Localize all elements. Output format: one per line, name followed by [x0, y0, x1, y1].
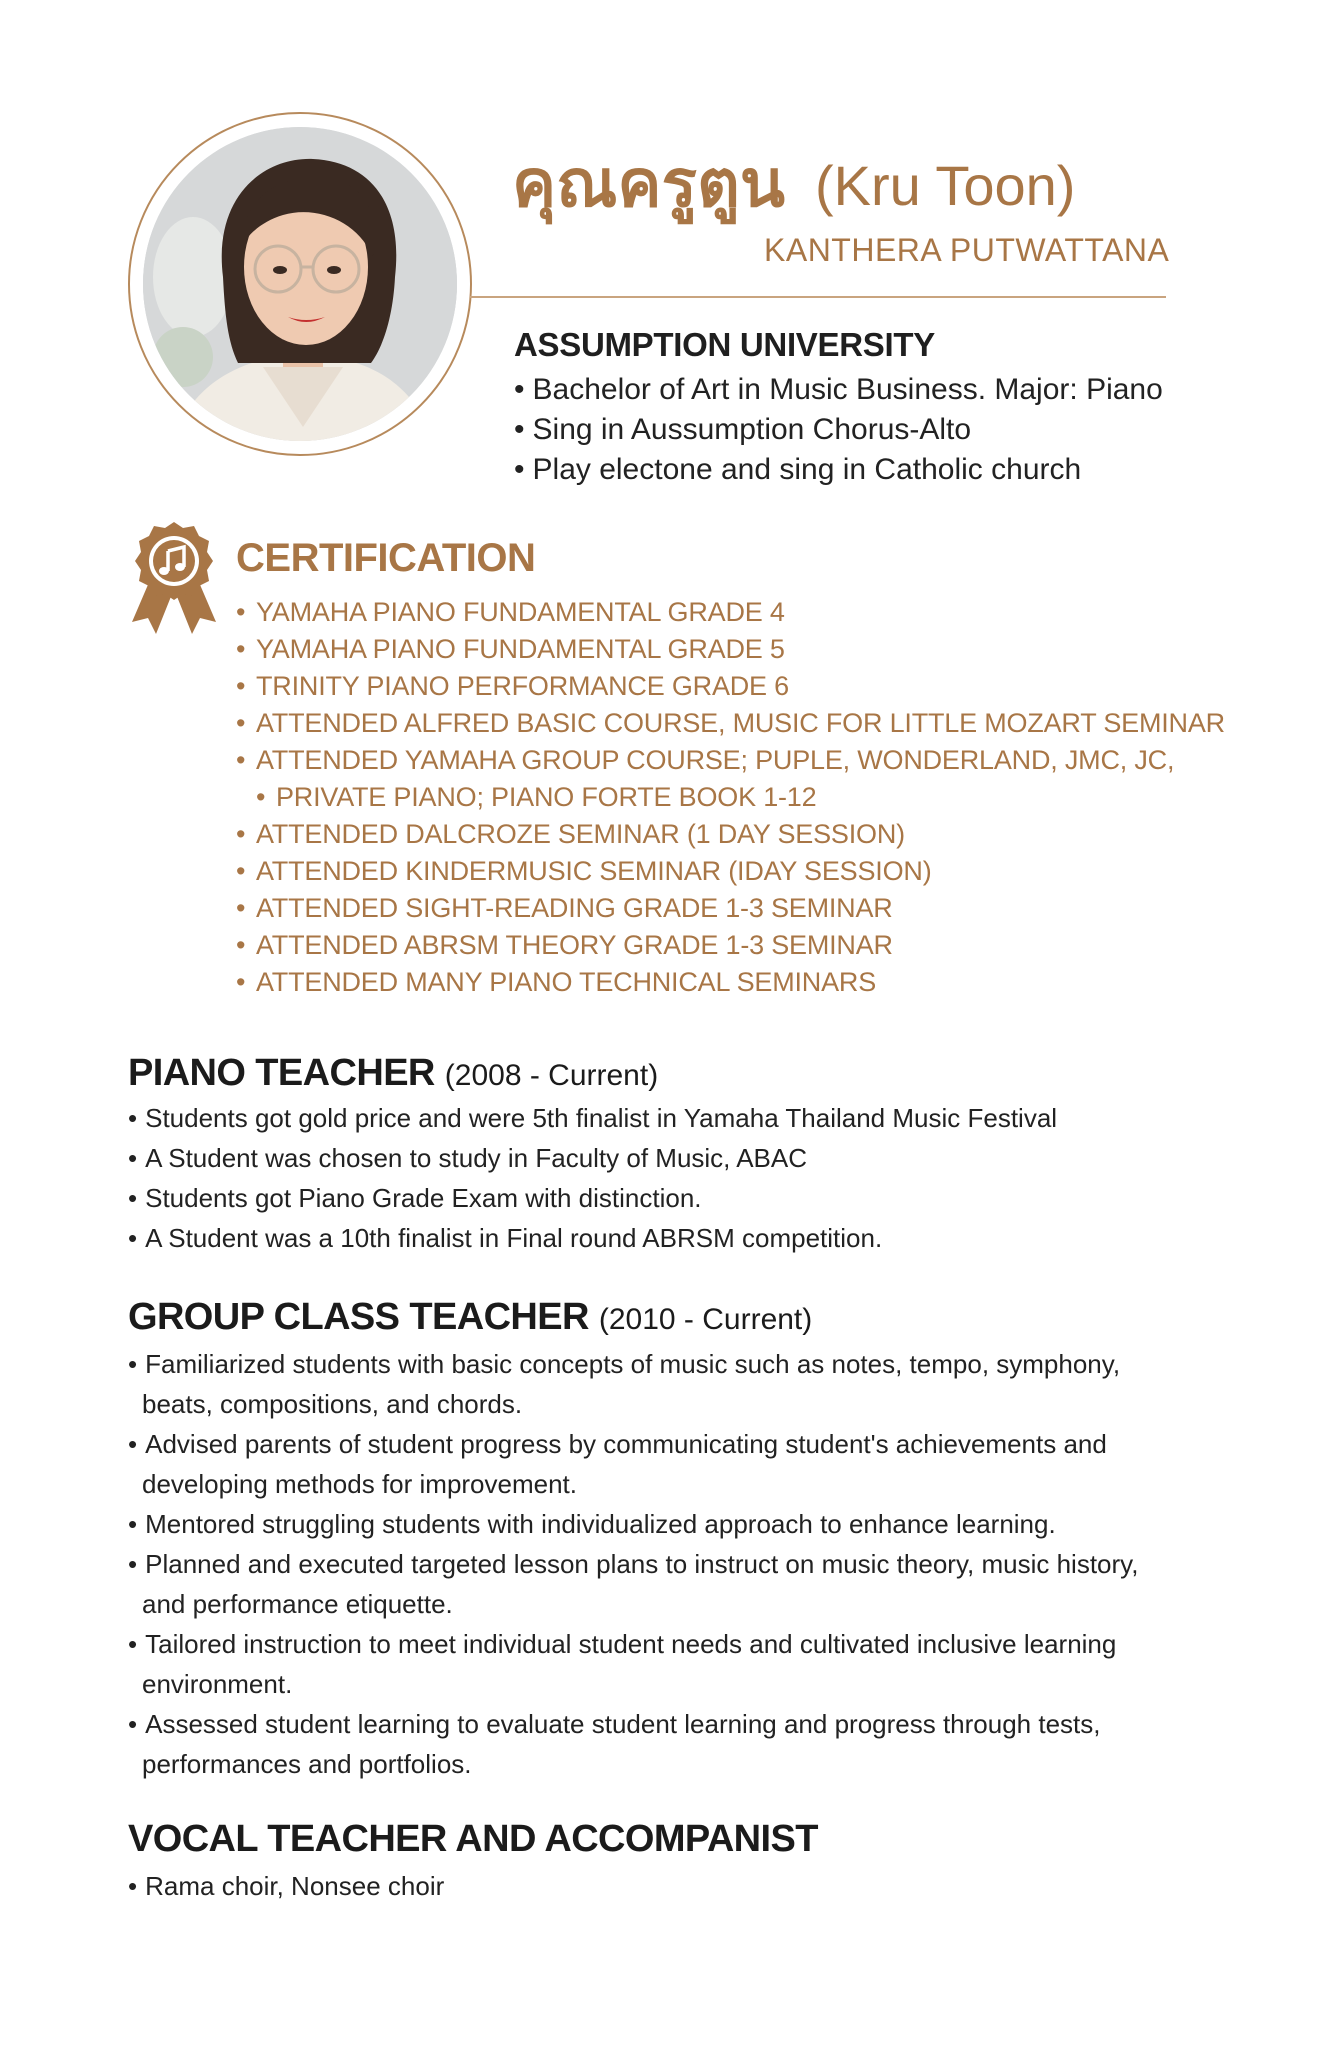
certification-item-continued-text: PRIVATE PIANO; PIANO FORTE BOOK 1-12 — [276, 782, 817, 812]
list-item: • A Student was chosen to study in Faculty of Music, ABAC — [128, 1138, 1057, 1178]
full-name: KANTHERA PUTWATTANA — [764, 232, 1170, 268]
list-item — [128, 1504, 1138, 1544]
list-item-text: Tailored instruction to meet individual student needs and cultivated inclusive learning — [145, 1629, 1117, 1659]
group-class-teacher-list — [128, 1344, 1138, 1784]
certification-item-continuation — [236, 779, 1225, 816]
list-item-continuation: beats, compositions, and chords. — [142, 1389, 523, 1419]
list-item — [128, 1344, 1138, 1424]
group-class-teacher-title: GROUP CLASS TEACHER — [128, 1296, 589, 1338]
certification-item: • ATTENDED MANY PIANO TECHNICAL SEMINARS — [236, 964, 1225, 1001]
list-item — [128, 1704, 1138, 1784]
name-english: (Kru Toon) — [815, 154, 1076, 217]
piano-teacher-title: PIANO TEACHER — [128, 1052, 435, 1094]
list-item: • Students got gold price and were 5th finalist in Yamaha Thailand Music Festival — [128, 1098, 1057, 1138]
certification-item: • ATTENDED KINDERMUSIC SEMINAR (IDAY SESSION) — [236, 853, 1225, 890]
vocal-teacher-title: VOCAL TEACHER AND ACCOMPANIST — [128, 1818, 818, 1860]
piano-teacher-period: (2008 - Current) — [444, 1059, 659, 1092]
certification-item: • YAMAHA PIANO FUNDAMENTAL GRADE 4 — [236, 594, 1225, 631]
list-item-text: Assessed student learning to evaluate student learning and progress through tests, — [145, 1709, 1101, 1739]
list-item-text: Planned and executed targeted lesson plans to instruct on music theory, music history, — [145, 1549, 1139, 1579]
education-item: • Sing in Aussumption Chorus-Alto — [514, 410, 1163, 450]
list-item: • Rama choir, Nonsee choir — [128, 1866, 444, 1906]
certification-item: • ATTENDED ALFRED BASIC COURSE, MUSIC FOR LITTLE MOZART SEMINAR — [236, 705, 1225, 742]
education-item: • Bachelor of Art in Music Business. Major: Piano — [514, 370, 1163, 410]
piano-teacher-list — [128, 1098, 1057, 1258]
certification-item: • ATTENDED SIGHT-READING GRADE 1-3 SEMINAR — [236, 890, 1225, 927]
education-school: ASSUMPTION UNIVERSITY — [514, 326, 935, 363]
list-item-text: Advised parents of student progress by communicating student's achievements and — [145, 1429, 1107, 1459]
group-class-teacher-heading — [128, 1296, 812, 1339]
certification-item: • ATTENDED DALCROZE SEMINAR (1 DAY SESSION) — [236, 816, 1225, 853]
header-divider — [470, 296, 1166, 298]
list-item — [128, 1624, 1138, 1704]
certification-list — [236, 594, 1225, 1001]
list-item-continuation: environment. — [142, 1669, 293, 1699]
list-item-text: Mentored struggling students with individualized approach to enhance learning. — [145, 1509, 1056, 1539]
list-item — [128, 1544, 1138, 1624]
certification-item: • ATTENDED YAMAHA GROUP COURSE; PUPLE, WONDERLAND, JMC, JC, — [236, 742, 1225, 779]
vocal-teacher-list — [128, 1866, 444, 1906]
group-class-teacher-period: (2010 - Current) — [598, 1303, 813, 1336]
list-item-continuation: developing methods for improvement. — [142, 1469, 578, 1499]
certification-item: • TRINITY PIANO PERFORMANCE GRADE 6 — [236, 668, 1225, 705]
portrait-illustration — [143, 127, 457, 441]
list-item: • A Student was a 10th finalist in Final round ABRSM competition. — [128, 1218, 1057, 1258]
education-item: • Play electone and sing in Catholic church — [514, 450, 1163, 490]
piano-teacher-heading — [128, 1052, 658, 1095]
vocal-teacher-heading — [128, 1818, 818, 1861]
certification-item: • YAMAHA PIANO FUNDAMENTAL GRADE 5 — [236, 631, 1225, 668]
name-thai: คุณครูตูน — [512, 146, 785, 220]
certification-title: CERTIFICATION — [236, 536, 536, 580]
list-item-continuation: performances and portfolios. — [142, 1749, 472, 1779]
list-item-text: Familiarized students with basic concepts of music such as notes, tempo, symphony, — [145, 1349, 1121, 1379]
music-note-award-badge-icon — [128, 518, 220, 636]
portrait-photo — [143, 127, 457, 441]
list-item-continuation: and performance etiquette. — [142, 1589, 453, 1619]
list-item: • Students got Piano Grade Exam with distinction. — [128, 1178, 1057, 1218]
list-item — [128, 1424, 1138, 1504]
certification-item: • ATTENDED ABRSM THEORY GRADE 1-3 SEMINAR — [236, 927, 1225, 964]
education-list — [514, 370, 1163, 490]
